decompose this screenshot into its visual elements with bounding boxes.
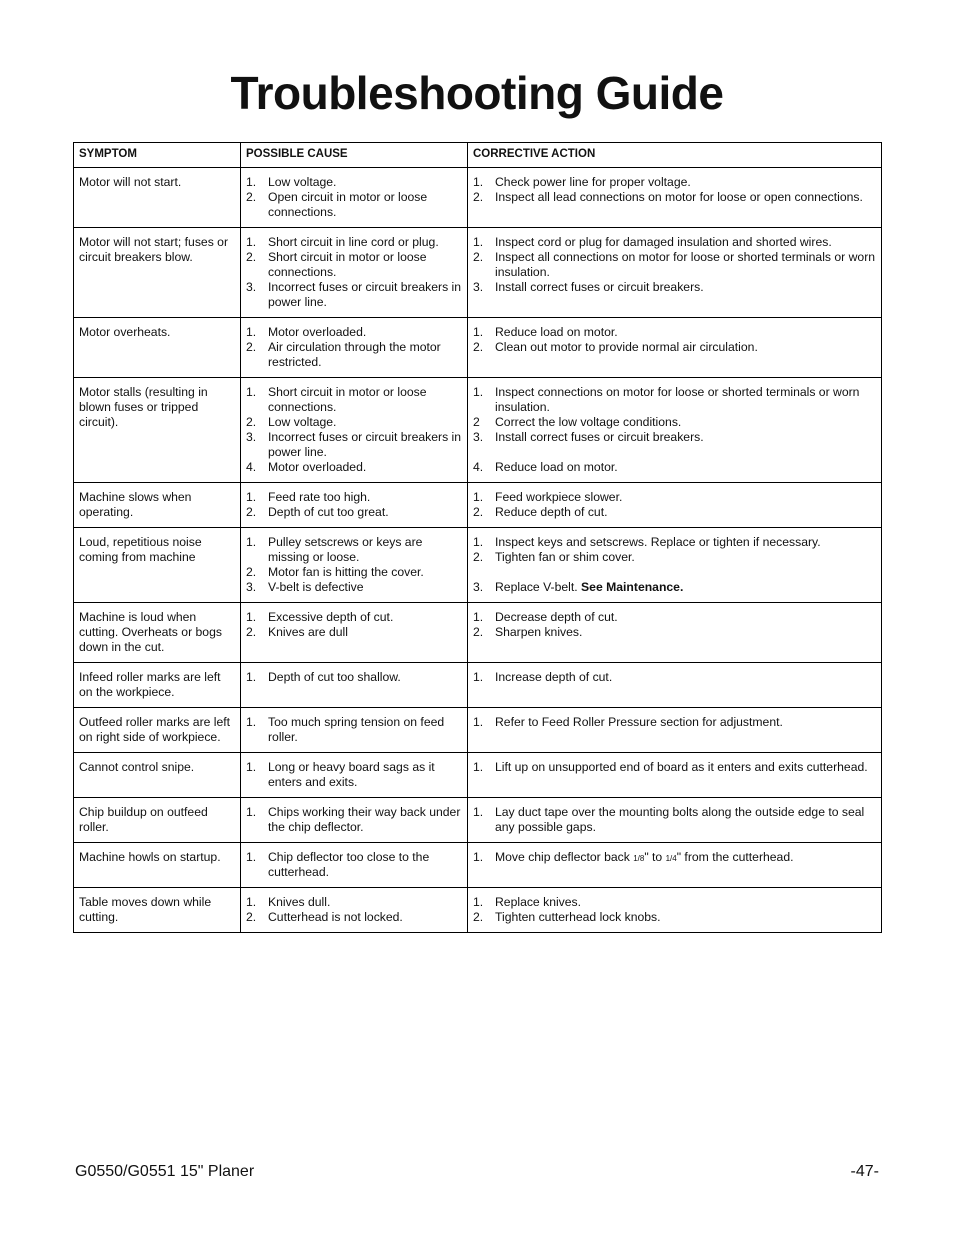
item-number: 1. bbox=[246, 535, 257, 549]
item-text-part: Incorrect fuses or circuit breakers in power line. bbox=[268, 280, 462, 309]
item-number: 2. bbox=[473, 340, 484, 354]
header-corrective-action: CORRECTIVE ACTION bbox=[468, 143, 882, 168]
item-text bbox=[495, 490, 876, 505]
item-number: 1. bbox=[473, 670, 484, 684]
item-text-part: " to bbox=[644, 850, 666, 864]
symptom-cell: Infeed roller marks are left on the workpiece. bbox=[74, 663, 241, 708]
action-item bbox=[473, 175, 876, 190]
item-text-part: Feed rate too high. bbox=[268, 490, 371, 504]
table-row bbox=[74, 843, 882, 888]
action-item bbox=[473, 250, 876, 280]
symptom-cell: Motor will not start. bbox=[74, 168, 241, 228]
item-emphasis: See Maintenance. bbox=[581, 580, 684, 594]
item-number: 3. bbox=[473, 280, 484, 294]
item-text-part: Reduce load on motor. bbox=[495, 460, 618, 474]
cause-item bbox=[246, 280, 462, 310]
cause-item bbox=[246, 250, 462, 280]
item-text bbox=[495, 175, 876, 190]
cause-cell bbox=[241, 318, 468, 378]
item-number: 2. bbox=[246, 415, 257, 429]
item-text-part: Incorrect fuses or circuit breakers in power line. bbox=[268, 430, 462, 459]
action-item bbox=[473, 760, 876, 775]
item-text bbox=[495, 460, 876, 475]
item-text-part: Tighten cutterhead lock knobs. bbox=[495, 910, 661, 924]
item-text bbox=[268, 280, 462, 310]
item-text-part: Inspect keys and setscrews. Replace or tighten if necessary. bbox=[495, 535, 821, 549]
table-row bbox=[74, 168, 882, 228]
item-number: 2. bbox=[246, 910, 257, 924]
action-cell bbox=[468, 843, 882, 888]
table-row bbox=[74, 228, 882, 318]
item-number: 2. bbox=[246, 190, 257, 204]
list-spacer bbox=[473, 445, 876, 460]
cause-item bbox=[246, 235, 462, 250]
cause-item bbox=[246, 610, 462, 625]
item-number: 2. bbox=[473, 190, 484, 204]
item-text bbox=[268, 625, 462, 640]
item-text bbox=[268, 535, 462, 565]
cause-cell bbox=[241, 378, 468, 483]
page-title: Troubleshooting Guide bbox=[230, 67, 724, 119]
item-number: 1. bbox=[246, 760, 257, 774]
cause-item bbox=[246, 805, 462, 835]
symptom-cell: Table moves down while cutting. bbox=[74, 888, 241, 933]
symptom-cell: Cannot control snipe. bbox=[74, 753, 241, 798]
item-text-part: Reduce depth of cut. bbox=[495, 505, 608, 519]
action-cell bbox=[468, 318, 882, 378]
item-text-part: Knives dull. bbox=[268, 895, 331, 909]
cause-item bbox=[246, 325, 462, 340]
action-item bbox=[473, 505, 876, 520]
action-cell bbox=[468, 753, 882, 798]
table-row bbox=[74, 378, 882, 483]
item-text bbox=[495, 385, 876, 415]
item-text bbox=[268, 190, 462, 220]
item-text bbox=[495, 235, 876, 250]
item-text bbox=[268, 325, 462, 340]
cause-item bbox=[246, 580, 462, 595]
table-row bbox=[74, 603, 882, 663]
item-text bbox=[495, 190, 876, 205]
item-text-part: Inspect all connections on motor for loose or shorted terminals or worn insulation. bbox=[495, 250, 876, 279]
symptom-cell: Loud, repetitious noise coming from machine bbox=[74, 528, 241, 603]
item-number: 1. bbox=[246, 670, 257, 684]
action-item bbox=[473, 610, 876, 625]
item-number: 4. bbox=[246, 460, 257, 474]
item-number: 2. bbox=[246, 625, 257, 639]
action-item bbox=[473, 910, 876, 925]
action-cell bbox=[468, 888, 882, 933]
action-item bbox=[473, 670, 876, 685]
item-text bbox=[268, 850, 462, 880]
item-text bbox=[268, 415, 462, 430]
cause-cell bbox=[241, 168, 468, 228]
item-text bbox=[268, 565, 462, 580]
item-number: 2. bbox=[473, 625, 484, 639]
item-text-part: Correct the low voltage conditions. bbox=[495, 415, 682, 429]
item-text bbox=[495, 340, 876, 355]
action-item bbox=[473, 280, 876, 295]
item-number: 1. bbox=[473, 715, 484, 729]
action-item bbox=[473, 895, 876, 910]
item-text bbox=[268, 460, 462, 475]
item-number: 4. bbox=[473, 460, 484, 474]
item-text-part: Too much spring tension on feed roller. bbox=[268, 715, 445, 744]
item-number: 1. bbox=[246, 610, 257, 624]
fraction: 1/8 bbox=[633, 854, 645, 863]
action-cell bbox=[468, 708, 882, 753]
item-text-part: " from the cutterhead. bbox=[676, 850, 794, 864]
header-possible-cause: POSSIBLE CAUSE bbox=[241, 143, 468, 168]
item-number: 2. bbox=[246, 505, 257, 519]
item-text bbox=[495, 580, 876, 595]
action-item bbox=[473, 430, 876, 445]
item-text bbox=[268, 490, 462, 505]
item-number: 1. bbox=[473, 325, 484, 339]
item-text-part: Inspect all lead connections on motor for loose or open connections. bbox=[495, 190, 863, 204]
action-item bbox=[473, 235, 876, 250]
action-cell bbox=[468, 168, 882, 228]
item-text bbox=[268, 610, 462, 625]
item-number: 1. bbox=[246, 325, 257, 339]
cause-item bbox=[246, 505, 462, 520]
item-text bbox=[268, 910, 462, 925]
item-text bbox=[495, 805, 876, 835]
item-number: 1. bbox=[246, 490, 257, 504]
cause-item bbox=[246, 535, 462, 565]
cause-cell bbox=[241, 603, 468, 663]
item-number: 3. bbox=[473, 580, 484, 594]
item-text-part: Pulley setscrews or keys are missing or loose. bbox=[268, 535, 423, 564]
item-text bbox=[495, 415, 876, 430]
item-text-part: Short circuit in line cord or plug. bbox=[268, 235, 439, 249]
item-text-part: Lift up on unsupported end of board as it enters and exits cutterhead. bbox=[495, 760, 868, 774]
item-text-part: Long or heavy board sags as it enters and exits. bbox=[268, 760, 435, 789]
item-text-part: Clean out motor to provide normal air circulation. bbox=[495, 340, 758, 354]
header-symptom: SYMPTOM bbox=[74, 143, 241, 168]
action-item bbox=[473, 550, 876, 565]
action-item bbox=[473, 190, 876, 205]
cause-item bbox=[246, 385, 462, 415]
item-text-part: Decrease depth of cut. bbox=[495, 610, 618, 624]
action-cell bbox=[468, 663, 882, 708]
table-row bbox=[74, 888, 882, 933]
footer-page-number: -47- bbox=[850, 1163, 879, 1180]
cause-cell bbox=[241, 708, 468, 753]
cause-cell bbox=[241, 753, 468, 798]
symptom-cell: Machine slows when operating. bbox=[74, 483, 241, 528]
item-text bbox=[268, 505, 462, 520]
cause-item bbox=[246, 760, 462, 790]
cause-cell bbox=[241, 663, 468, 708]
cause-item bbox=[246, 850, 462, 880]
item-text bbox=[268, 715, 462, 745]
item-number: 3. bbox=[473, 430, 484, 444]
table-row bbox=[74, 483, 882, 528]
item-number: 1. bbox=[473, 805, 484, 819]
cause-item bbox=[246, 715, 462, 745]
table-header-row bbox=[74, 143, 882, 168]
action-item bbox=[473, 385, 876, 415]
item-text bbox=[268, 670, 462, 685]
footer-model: G0550/G0551 15" Planer bbox=[75, 1163, 255, 1180]
item-text-part: Excessive depth of cut. bbox=[268, 610, 394, 624]
item-number: 1. bbox=[473, 610, 484, 624]
action-cell bbox=[468, 798, 882, 843]
action-item bbox=[473, 490, 876, 505]
action-item bbox=[473, 535, 876, 550]
action-item bbox=[473, 340, 876, 355]
item-text-part: Replace knives. bbox=[495, 895, 582, 909]
item-text-part: Increase depth of cut. bbox=[495, 670, 613, 684]
action-item bbox=[473, 805, 876, 835]
item-text bbox=[495, 850, 876, 866]
item-text-part: Chip deflector too close to the cutterhead. bbox=[268, 850, 430, 879]
item-text bbox=[495, 610, 876, 625]
item-text bbox=[268, 340, 462, 370]
action-item bbox=[473, 625, 876, 640]
item-number: 1. bbox=[246, 850, 257, 864]
action-item bbox=[473, 325, 876, 340]
item-text bbox=[495, 715, 876, 730]
item-text-part: Chips working their way back under the chip deflector. bbox=[268, 805, 461, 834]
item-number: 1. bbox=[473, 490, 484, 504]
item-text bbox=[268, 235, 462, 250]
item-text-part: Check power line for proper voltage. bbox=[495, 175, 691, 189]
action-cell bbox=[468, 603, 882, 663]
item-text bbox=[495, 280, 876, 295]
item-number: 2. bbox=[473, 550, 484, 564]
item-text-part: Motor overloaded. bbox=[268, 325, 367, 339]
item-text-part: Inspect cord or plug for damaged insulation and shorted wires. bbox=[495, 235, 832, 249]
item-text-part: Cutterhead is not locked. bbox=[268, 910, 403, 924]
cause-cell bbox=[241, 843, 468, 888]
item-number: 1. bbox=[473, 535, 484, 549]
item-text bbox=[495, 760, 876, 775]
symptom-cell: Outfeed roller marks are left on right side of workpiece. bbox=[74, 708, 241, 753]
item-text-part: Depth of cut too great. bbox=[268, 505, 389, 519]
item-number: 1. bbox=[246, 895, 257, 909]
fraction: 1/4 bbox=[665, 854, 677, 863]
item-text-part: Short circuit in motor or loose connections. bbox=[268, 385, 427, 414]
item-text-part: Motor overloaded. bbox=[268, 460, 367, 474]
cause-item bbox=[246, 910, 462, 925]
item-text bbox=[268, 175, 462, 190]
item-text-part: Low voltage. bbox=[268, 175, 337, 189]
action-cell bbox=[468, 483, 882, 528]
table-row bbox=[74, 318, 882, 378]
item-text bbox=[268, 430, 462, 460]
item-text-part: Inspect connections on motor for loose or shorted terminals or worn insulation. bbox=[495, 385, 860, 414]
list-spacer bbox=[473, 565, 876, 580]
cause-cell bbox=[241, 228, 468, 318]
item-text bbox=[495, 325, 876, 340]
item-text bbox=[495, 625, 876, 640]
cause-item bbox=[246, 415, 462, 430]
item-text-part: Depth of cut too shallow. bbox=[268, 670, 401, 684]
item-text bbox=[268, 895, 462, 910]
item-number: 2. bbox=[473, 910, 484, 924]
item-number: 1. bbox=[473, 895, 484, 909]
item-text-part: V-belt is defective bbox=[268, 580, 364, 594]
item-number: 1. bbox=[246, 175, 257, 189]
action-item bbox=[473, 850, 876, 866]
item-number: 2. bbox=[246, 340, 257, 354]
cause-cell bbox=[241, 798, 468, 843]
item-text-part: Open circuit in motor or loose connections. bbox=[268, 190, 428, 219]
action-cell bbox=[468, 378, 882, 483]
table-row bbox=[74, 528, 882, 603]
action-item bbox=[473, 460, 876, 475]
symptom-cell: Motor overheats. bbox=[74, 318, 241, 378]
item-text-part: Motor fan is hitting the cover. bbox=[268, 565, 424, 579]
item-text bbox=[495, 670, 876, 685]
symptom-cell: Machine howls on startup. bbox=[74, 843, 241, 888]
item-text-part: Tighten fan or shim cover. bbox=[495, 550, 635, 564]
item-text-part: Install correct fuses or circuit breakers. bbox=[495, 430, 704, 444]
cause-item bbox=[246, 460, 462, 475]
item-text-part: Refer to Feed Roller Pressure section for adjustment. bbox=[495, 715, 783, 729]
symptom-cell: Motor will not start; fuses or circuit breakers blow. bbox=[74, 228, 241, 318]
cause-item bbox=[246, 670, 462, 685]
action-item bbox=[473, 415, 876, 430]
item-number: 3. bbox=[246, 580, 257, 594]
item-text-part: Move chip deflector back bbox=[495, 850, 634, 864]
item-number: 3. bbox=[246, 430, 257, 444]
item-number: 1. bbox=[473, 850, 484, 864]
cause-cell bbox=[241, 528, 468, 603]
cause-item bbox=[246, 190, 462, 220]
item-text bbox=[268, 250, 462, 280]
action-item bbox=[473, 580, 876, 595]
item-number: 1. bbox=[246, 385, 257, 399]
cause-item bbox=[246, 625, 462, 640]
item-text bbox=[495, 910, 876, 925]
symptom-cell: Machine is loud when cutting. Overheats or bogs down in the cut. bbox=[74, 603, 241, 663]
item-number: 1. bbox=[246, 235, 257, 249]
item-number: 1. bbox=[473, 385, 484, 399]
item-number: 1. bbox=[473, 175, 484, 189]
item-text bbox=[495, 550, 876, 565]
item-text bbox=[495, 505, 876, 520]
item-text bbox=[268, 805, 462, 835]
item-number: 1. bbox=[473, 235, 484, 249]
item-text-part: Short circuit in motor or loose connections. bbox=[268, 250, 427, 279]
item-text-part: Replace V-belt. bbox=[495, 580, 582, 594]
cause-item bbox=[246, 895, 462, 910]
action-item bbox=[473, 715, 876, 730]
item-number: 2. bbox=[246, 250, 257, 264]
action-cell bbox=[468, 528, 882, 603]
symptom-cell: Motor stalls (resulting in blown fuses or tripped circuit). bbox=[74, 378, 241, 483]
item-text-part: Install correct fuses or circuit breakers. bbox=[495, 280, 704, 294]
cause-item bbox=[246, 565, 462, 580]
item-text-part: Knives are dull bbox=[268, 625, 348, 639]
item-text-part: Low voltage. bbox=[268, 415, 337, 429]
table-row bbox=[74, 753, 882, 798]
item-text bbox=[268, 580, 462, 595]
item-text-part: Reduce load on motor. bbox=[495, 325, 618, 339]
cause-item bbox=[246, 175, 462, 190]
item-text bbox=[495, 250, 876, 280]
item-text-part: Lay duct tape over the mounting bolts along the outside edge to seal any possible gaps. bbox=[495, 805, 865, 834]
troubleshooting-table bbox=[73, 142, 882, 933]
item-text bbox=[268, 385, 462, 415]
item-text-part: Air circulation through the motor restricted. bbox=[268, 340, 441, 369]
symptom-cell: Chip buildup on outfeed roller. bbox=[74, 798, 241, 843]
item-number: 1. bbox=[246, 805, 257, 819]
item-number: 2. bbox=[246, 565, 257, 579]
item-number: 2. bbox=[473, 250, 484, 264]
table-row bbox=[74, 798, 882, 843]
item-number: 2. bbox=[473, 505, 484, 519]
cause-item bbox=[246, 430, 462, 460]
item-text-part: Feed workpiece slower. bbox=[495, 490, 623, 504]
item-text bbox=[495, 430, 876, 445]
table-row bbox=[74, 708, 882, 753]
item-number: 1. bbox=[473, 760, 484, 774]
item-number: 2 bbox=[473, 415, 480, 429]
item-text bbox=[495, 535, 876, 550]
item-text bbox=[268, 760, 462, 790]
item-text bbox=[495, 895, 876, 910]
action-cell bbox=[468, 228, 882, 318]
cause-item bbox=[246, 490, 462, 505]
cause-item bbox=[246, 340, 462, 370]
item-text-part: Sharpen knives. bbox=[495, 625, 583, 639]
cause-cell bbox=[241, 888, 468, 933]
item-number: 3. bbox=[246, 280, 257, 294]
item-number: 1. bbox=[246, 715, 257, 729]
table-row bbox=[74, 663, 882, 708]
cause-cell bbox=[241, 483, 468, 528]
